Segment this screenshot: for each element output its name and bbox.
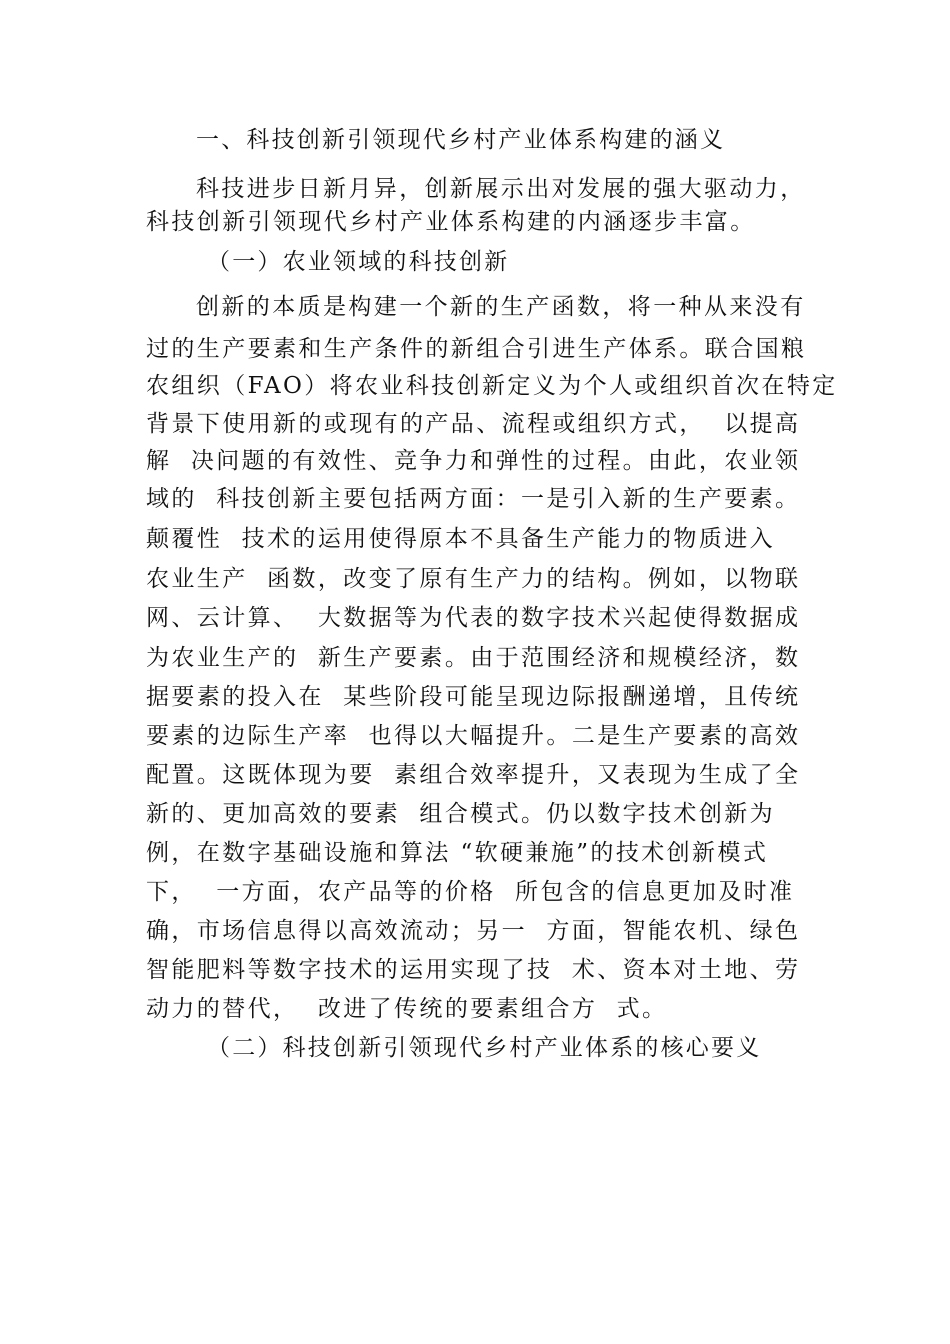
- body-line: 据要素的投入在 某些阶段可能呈现边际报酬递增，且传统: [146, 684, 801, 710]
- body-line: 配置。这既体现为要 素组合效率提升，又表现为生成了全: [146, 762, 801, 788]
- intro-line: 科技进步日新月异，创新展示出对发展的强大驱动力，: [196, 176, 806, 202]
- section-title: 一、科技创新引领现代乡村产业体系构建的涵义: [196, 127, 726, 153]
- body-line: 过的生产要素和生产条件的新组合引进生产体系。联合国粮: [146, 336, 807, 362]
- body-line: 新的、更加高效的要素 组合模式。仍以数字技术创新为: [146, 801, 776, 827]
- body-line: 农组织（FAO）将农业科技创新定义为个人或组织首次在特定: [146, 373, 838, 399]
- body-line: 例，在数字基础设施和算法 “软硬兼施”的技术创新模式: [146, 840, 769, 866]
- body-line: 为农业生产的 新生产要素。由于范围经济和规模经济，数: [146, 645, 801, 671]
- body-line: 农业生产 函数，改变了原有生产力的结构。例如，以物联: [146, 566, 801, 592]
- body-line: 解 决问题的有效性、竞争力和弹性的过程。由此，农业领: [146, 448, 801, 474]
- intro-line: 科技创新引领现代乡村产业体系构建的内涵逐步丰富。: [146, 209, 756, 235]
- body-line: 下， 一方面，农产品等的价格 所包含的信息更加及时准: [146, 879, 795, 905]
- body-line: 网、云计算、 大数据等为代表的数字技术兴起使得数据成: [146, 605, 801, 631]
- subsection-title: （二）科技创新引领现代乡村产业体系的核心要义: [207, 1035, 762, 1061]
- body-line: 确，市场信息得以高效流动；另一 方面，智能农机、绿色: [146, 918, 801, 944]
- body-line: 域的 科技创新主要包括两方面：一是引入新的生产要素。: [146, 486, 801, 512]
- body-line: 背景下使用新的或现有的产品、流程或组织方式， 以提高: [146, 411, 801, 437]
- body-line: 颠覆性 技术的运用使得原本不具备生产能力的物质进入: [146, 526, 776, 552]
- body-line: 要素的边际生产率 也得以大幅提升。二是生产要素的高效: [146, 723, 801, 749]
- subsection-title: （一）农业领域的科技创新: [207, 249, 510, 275]
- body-line: 智能肥料等数字技术的运用实现了技 术、资本对土地、劳: [146, 957, 801, 983]
- body-line: 动力的替代， 改进了传统的要素组合方 式。: [146, 996, 668, 1022]
- body-line: 创新的本质是构建一个新的生产函数，将一种从来没有: [196, 294, 806, 320]
